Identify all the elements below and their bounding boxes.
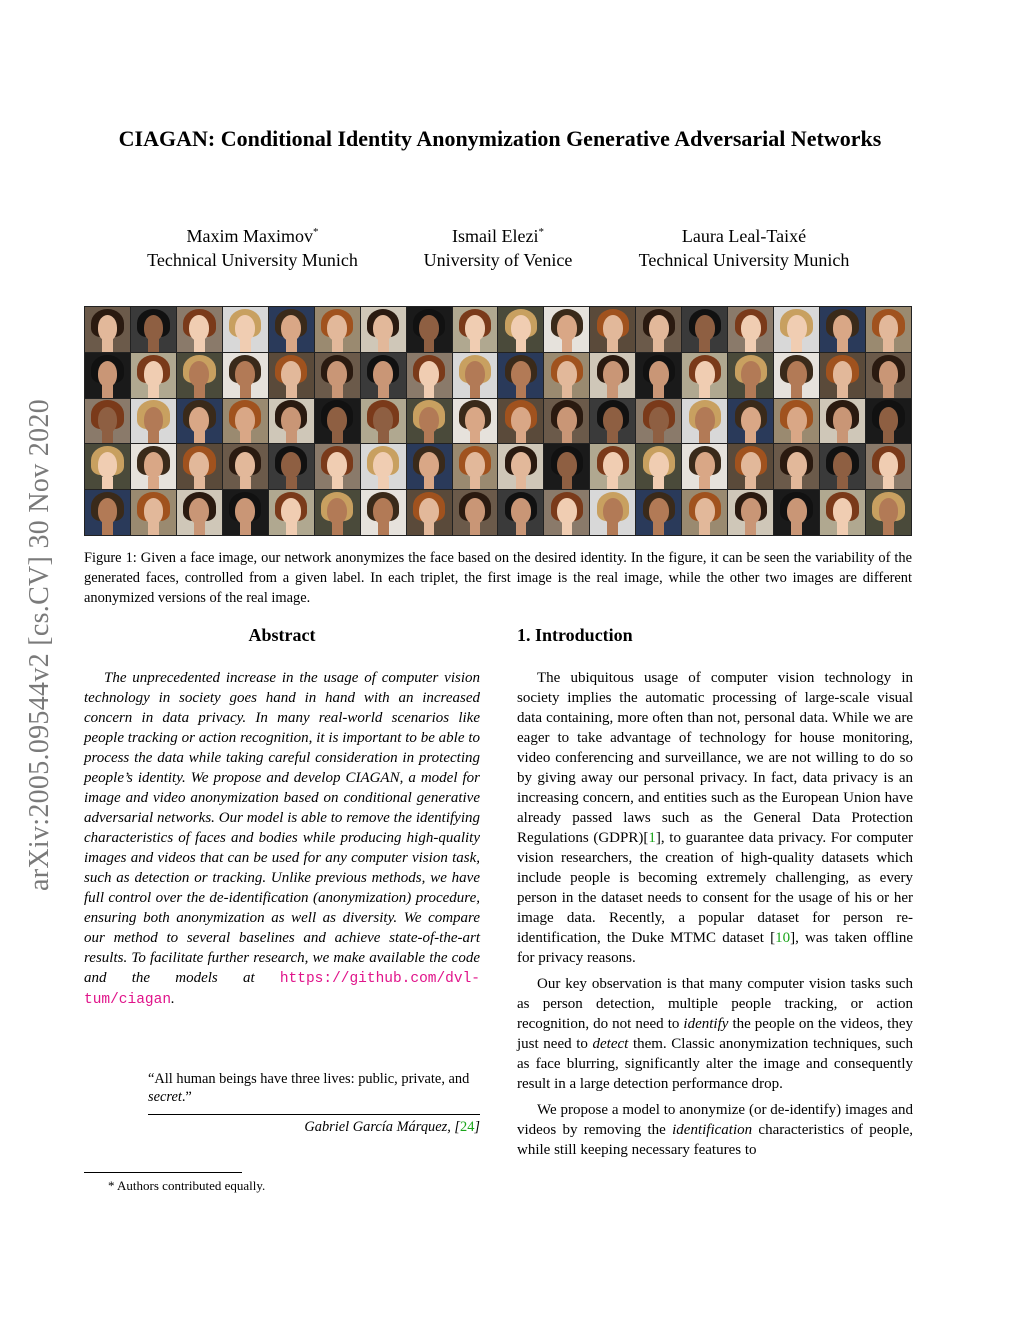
- face-image: [453, 490, 498, 535]
- face-image: [177, 399, 222, 444]
- face-image: [223, 444, 268, 489]
- face-image: [177, 490, 222, 535]
- face-image: [453, 399, 498, 444]
- figure-face-grid: [84, 306, 912, 536]
- face-image: [269, 353, 314, 398]
- epigraph-attribution: Gabriel García Márquez, [24]: [304, 1119, 480, 1135]
- paragraph-text: them. Classic anonymization techniques, such as face blurring, significantly alter the image and consequently result in a large detection performance drop.: [517, 1036, 914, 1092]
- author-block: [620, 220, 868, 272]
- face-image: [774, 353, 819, 398]
- face-image: [590, 353, 635, 398]
- arxiv-identifier: [10, 345, 70, 945]
- face-image: [682, 307, 727, 352]
- face-image: [315, 490, 360, 535]
- face-image: [820, 353, 865, 398]
- emphasis: identify: [683, 1016, 729, 1032]
- face-image: [590, 444, 635, 489]
- face-image: [407, 490, 452, 535]
- paragraph-text: ], to guarantee data privacy. For computer vision researchers, the creation of high-quality datasets which include people is becoming extremely challenging, as every person in the dataset needs to consent for the usage of his or her image data. Recently, a popular dataset for person re-identification, the Duke MTMC dataset [: [517, 830, 913, 946]
- face-image: [728, 490, 773, 535]
- author-name: Ismail Elezi: [452, 226, 539, 246]
- face-image: [774, 444, 819, 489]
- paragraph-text: the people on the videos, they just need to: [517, 1016, 913, 1052]
- face-image: [315, 444, 360, 489]
- face-image: [407, 444, 452, 489]
- face-image: [131, 490, 176, 535]
- left-column: [84, 624, 480, 1010]
- author-name: Laura Leal-Taixé: [681, 226, 807, 246]
- paper-title: CIAGAN: Conditional Identity Anonymization Generative Adversarial Networks: [118, 126, 882, 151]
- face-image: [453, 353, 498, 398]
- face-image: [131, 307, 176, 352]
- citation-link[interactable]: 10: [775, 930, 791, 946]
- face-image: [820, 444, 865, 489]
- footnote: * Authors contributed equally.: [108, 1178, 266, 1193]
- paragraph-text: ], was taken offline for privacy reasons.: [517, 930, 913, 966]
- face-image: [223, 353, 268, 398]
- author-affiliation: University of Venice: [423, 250, 573, 270]
- paragraph-text: We propose a model to anonymize (or de-identify) images and videos by removing the: [517, 1102, 913, 1138]
- face-image: [590, 490, 635, 535]
- face-image: [774, 307, 819, 352]
- face-image: [85, 307, 130, 352]
- attribution-text: Gabriel García Márquez,: [304, 1119, 451, 1135]
- abstract-heading: Abstract: [248, 625, 316, 645]
- face-image: [315, 307, 360, 352]
- face-image: [820, 307, 865, 352]
- emphasis: identification: [672, 1122, 753, 1138]
- face-image: [728, 444, 773, 489]
- face-image: [728, 307, 773, 352]
- face-image: [453, 444, 498, 489]
- citation-link[interactable]: 1: [648, 830, 656, 846]
- face-image: [544, 444, 589, 489]
- quote-text: “All human beings have three lives: public, private, and: [148, 1071, 470, 1087]
- face-image: [498, 444, 543, 489]
- face-image: [315, 353, 360, 398]
- face-image: [774, 490, 819, 535]
- quote-emphasis: secret: [148, 1089, 182, 1105]
- author-affiliation: Technical University Munich: [638, 250, 850, 270]
- face-image: [866, 307, 911, 352]
- footnote-rule: [84, 1172, 242, 1173]
- face-image: [223, 399, 268, 444]
- section-heading: 1. Introduction: [517, 625, 633, 645]
- face-image: [315, 399, 360, 444]
- face-image: [590, 307, 635, 352]
- face-image: [269, 490, 314, 535]
- face-image: [774, 399, 819, 444]
- face-image: [177, 353, 222, 398]
- face-image: [636, 353, 681, 398]
- face-image: [453, 307, 498, 352]
- face-image: [544, 307, 589, 352]
- face-image: [636, 307, 681, 352]
- author-mark: *: [313, 226, 319, 238]
- right-column: [517, 624, 913, 1166]
- face-image: [866, 399, 911, 444]
- face-image: [407, 399, 452, 444]
- abstract-text: The unprecedented increase in the usage of computer vision technology in society goes hand in hand with an increased concern in data privacy. In many real-world scenarios like people tracking or action recognition, it is important to be able to process the data while taking careful consideration in protecting people’s identity. We propose and develop CIAGAN, a model for image and video anonymization based on conditional generative adversarial networks. Our model is able to remove the identifying characteristics of faces and bodies while producing high-quality images and videos that can be used for any computer vision task, such as detection or tracking. Unlike previous methods, we have full control over the de-identification (anonymization) procedure, ensuring both anonymization as well as diversity. We compare our method to several baselines and achieve state-of-the-art results. To facilitate further research, we make available the code and the models at: [84, 670, 480, 986]
- face-image: [636, 444, 681, 489]
- face-image: [544, 490, 589, 535]
- face-image: [85, 399, 130, 444]
- paragraph-text: Our key observation is that many computer vision tasks such as person detection, multiple people tracking, or action recognition, do not need to: [517, 976, 913, 1032]
- face-image: [682, 399, 727, 444]
- face-image: [177, 307, 222, 352]
- face-image: [177, 444, 222, 489]
- epigraph-quote: [148, 1070, 480, 1106]
- face-image: [131, 399, 176, 444]
- face-image: [131, 444, 176, 489]
- face-image: [269, 444, 314, 489]
- face-image: [498, 307, 543, 352]
- code-link[interactable]: https://github.com/dvl-tum/ciagan: [84, 971, 480, 1008]
- face-image: [361, 307, 406, 352]
- face-image: [85, 353, 130, 398]
- abstract-body: [84, 668, 480, 1010]
- face-image: [866, 353, 911, 398]
- author-block: [130, 220, 375, 272]
- face-image: [820, 399, 865, 444]
- face-image: [361, 490, 406, 535]
- face-image: [682, 353, 727, 398]
- citation-link[interactable]: 24: [460, 1119, 475, 1135]
- face-image: [498, 353, 543, 398]
- face-image: [682, 444, 727, 489]
- face-image: [820, 490, 865, 535]
- author-name: Maxim Maximov: [186, 226, 313, 246]
- paragraph-text: characteristics of people, while still keeping necessary features to: [517, 1122, 913, 1158]
- face-image: [85, 444, 130, 489]
- emphasis: detect: [592, 1036, 629, 1052]
- face-image: [728, 399, 773, 444]
- figure-caption: Figure 1: Given a face image, our network anonymizes the face based on the desired identity. In the figure, it can be seen the variability of the generated faces, controlled from a given label. In each triplet, the first image is the real image, while the other two images are different anonymized versions of the real image.: [84, 550, 912, 606]
- face-image: [866, 444, 911, 489]
- author-mark: *: [538, 226, 544, 238]
- paragraph: [517, 974, 913, 1094]
- face-image: [85, 490, 130, 535]
- face-image: [407, 307, 452, 352]
- face-image: [269, 307, 314, 352]
- face-image: [498, 399, 543, 444]
- face-image: [498, 490, 543, 535]
- face-image: [544, 353, 589, 398]
- face-image: [682, 490, 727, 535]
- face-image: [269, 399, 314, 444]
- face-image: [590, 399, 635, 444]
- paragraph-text: The ubiquitous usage of computer vision technology in society implies the automatic processing of large-scale visual data containing, more often than not, personal data. While we are eager to take advantage of technology for house monitoring, video conferencing and surveillance, we are not willing to do so by giving away our personal privacy. In fact, data privacy is an increasing concern, and entities such as the European Union have already passed laws such as the General Data Protection Regulations (GDPR)[: [517, 670, 913, 846]
- face-image: [131, 353, 176, 398]
- arxiv-identifier-text: arXiv:2005.09544v2 [cs.CV] 30 Nov 2020: [24, 398, 55, 892]
- epigraph-rule: [148, 1114, 480, 1115]
- face-image: [728, 353, 773, 398]
- abstract-end: .: [171, 991, 175, 1007]
- face-image: [866, 490, 911, 535]
- author-block: [405, 220, 591, 272]
- paragraph: [517, 668, 913, 968]
- face-image: [223, 490, 268, 535]
- face-image: [361, 353, 406, 398]
- face-image: [361, 444, 406, 489]
- face-image: [407, 353, 452, 398]
- face-image: [361, 399, 406, 444]
- face-image: [223, 307, 268, 352]
- quote-end: .”: [181, 1089, 192, 1105]
- paragraph: [517, 1100, 913, 1160]
- author-affiliation: Technical University Munich: [147, 250, 358, 270]
- face-image: [636, 399, 681, 444]
- face-image: [636, 490, 681, 535]
- face-image: [544, 399, 589, 444]
